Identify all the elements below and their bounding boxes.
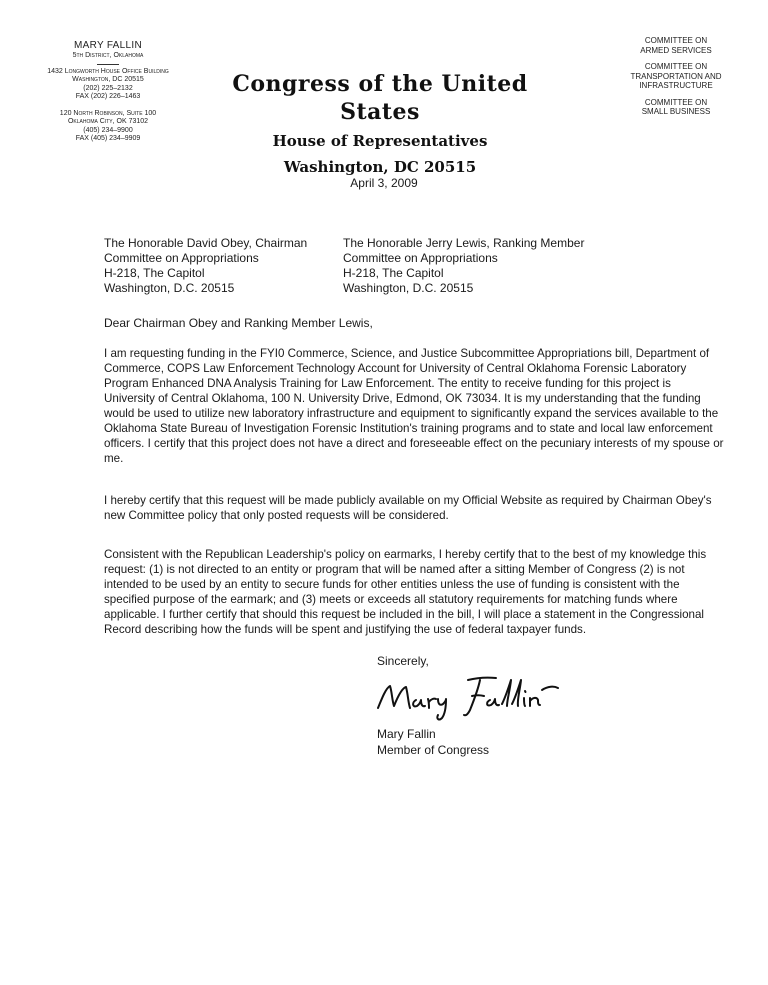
sender-office-block xyxy=(28,40,188,144)
dc-office-phone: (202) 225–2132 xyxy=(83,84,133,92)
salutation: Dear Chairman Obey and Ranking Member Lewis, xyxy=(104,316,373,330)
body-paragraph-earmark-policy xyxy=(104,547,724,637)
signer-title: Member of Congress xyxy=(377,743,490,757)
paragraph-text: I am requesting funding in the FYI0 Commerce, Science, and Justice Subcommittee Appropriations bill, Department of Commerce, COPS Law Enforcement Technology Account for University of Central Oklahoma Forensic Laboratory Program Enhanced DNA Analysis Training for Law Enforcement. The entity to receive funding for this project is University of Central Oklahoma, 100 N. University Drive, Edmond, OK 73034. It is my understanding that the funding would be used to utilize new laboratory infrastructure and equipment to significantly expand the services available to the Oklahoma State Bureau of Investigation Forensic Institution's training programs and to state and local law enforcement officers. I certify that this project does not have a direct and foreseeable effect on the pecuniary interests of my spouse or me. xyxy=(104,347,724,465)
committee-item xyxy=(606,36,746,55)
committee-line: TRANSPORTATION AND xyxy=(630,71,722,81)
body-paragraph-request xyxy=(104,346,724,466)
committee-line: COMMITTEE ON xyxy=(644,97,708,107)
closing: Sincerely, xyxy=(377,654,429,668)
recipient-line: Committee on Appropriations xyxy=(343,251,498,265)
district-office-phone: (405) 234–9900 xyxy=(83,126,133,134)
paragraph-text: I hereby certify that this request will be made publicly available on my Official Website as required by Chairman Obey's new Committee policy that only posted requests will be considered. xyxy=(104,494,712,522)
handwritten-signature xyxy=(372,668,572,729)
recipient-address-lewis xyxy=(343,236,584,296)
body-paragraph-certify-website xyxy=(104,493,724,523)
dc-office-fax: FAX (202) 226–1463 xyxy=(75,93,141,100)
recipient-line: The Honorable Jerry Lewis, Ranking Member xyxy=(343,236,585,250)
committee-list xyxy=(606,36,746,124)
signer-block xyxy=(377,726,489,758)
sender-district: 5th District, Oklahoma xyxy=(72,52,144,59)
recipient-line: H-218, The Capitol xyxy=(104,266,205,280)
committee-item xyxy=(606,98,746,117)
district-office-fax: FAX (405) 234–9909 xyxy=(75,135,141,142)
letterhead-city: Washington, DC 20515 xyxy=(283,158,477,176)
recipient-line: Washington, D.C. 20515 xyxy=(104,281,235,295)
congress-letterhead xyxy=(200,70,560,178)
committee-line: SMALL BUSINESS xyxy=(641,107,711,116)
signer-name: Mary Fallin xyxy=(377,727,436,741)
recipient-line: The Honorable David Obey, Chairman xyxy=(104,236,308,250)
recipient-line: H-218, The Capitol xyxy=(343,266,444,280)
recipient-line: Washington, D.C. 20515 xyxy=(343,281,474,295)
dc-office-address2: Washington, DC 20515 xyxy=(72,76,144,83)
letter-date: April 3, 2009 xyxy=(350,176,418,190)
letterhead-house: House of Representatives xyxy=(272,132,488,150)
committee-line: COMMITTEE ON xyxy=(644,36,708,45)
committee-line: COMMITTEE ON xyxy=(644,62,708,71)
letterhead-title: Congress of the United States xyxy=(232,71,528,125)
district-office-address1: 120 North Robinson, Suite 100 xyxy=(59,109,157,117)
dc-office-address1: 1432 Longworth House Office Building xyxy=(47,67,169,75)
recipient-line: Committee on Appropriations xyxy=(104,251,259,265)
committee-line: ARMED SERVICES xyxy=(640,45,712,55)
committee-line: INFRASTRUCTURE xyxy=(639,81,713,90)
divider xyxy=(97,64,119,65)
recipient-address-obey xyxy=(104,236,307,296)
paragraph-text: Consistent with the Republican Leadership's policy on earmarks, I hereby certify that to the best of my knowledge this request: (1) is not directed to an entity or program that will be named after a sitting Member of Congress (2) is not intended to be used by an entity to secure funds for other entities unless the use of funding is consistent with the specified purpose of the earmark; and (3) meets or exceeds all statutory requirements for matching funds where applicable. I further certify that should this request be included in the bill, I will place a statement in the Congressional Record describing how the funds will be spent and justifying the use of federal taxpayer funds. xyxy=(104,548,707,636)
committee-item xyxy=(606,62,746,91)
district-office-address2: Oklahoma City, OK 73102 xyxy=(67,118,149,125)
sender-name: MARY FALLIN xyxy=(74,40,142,51)
